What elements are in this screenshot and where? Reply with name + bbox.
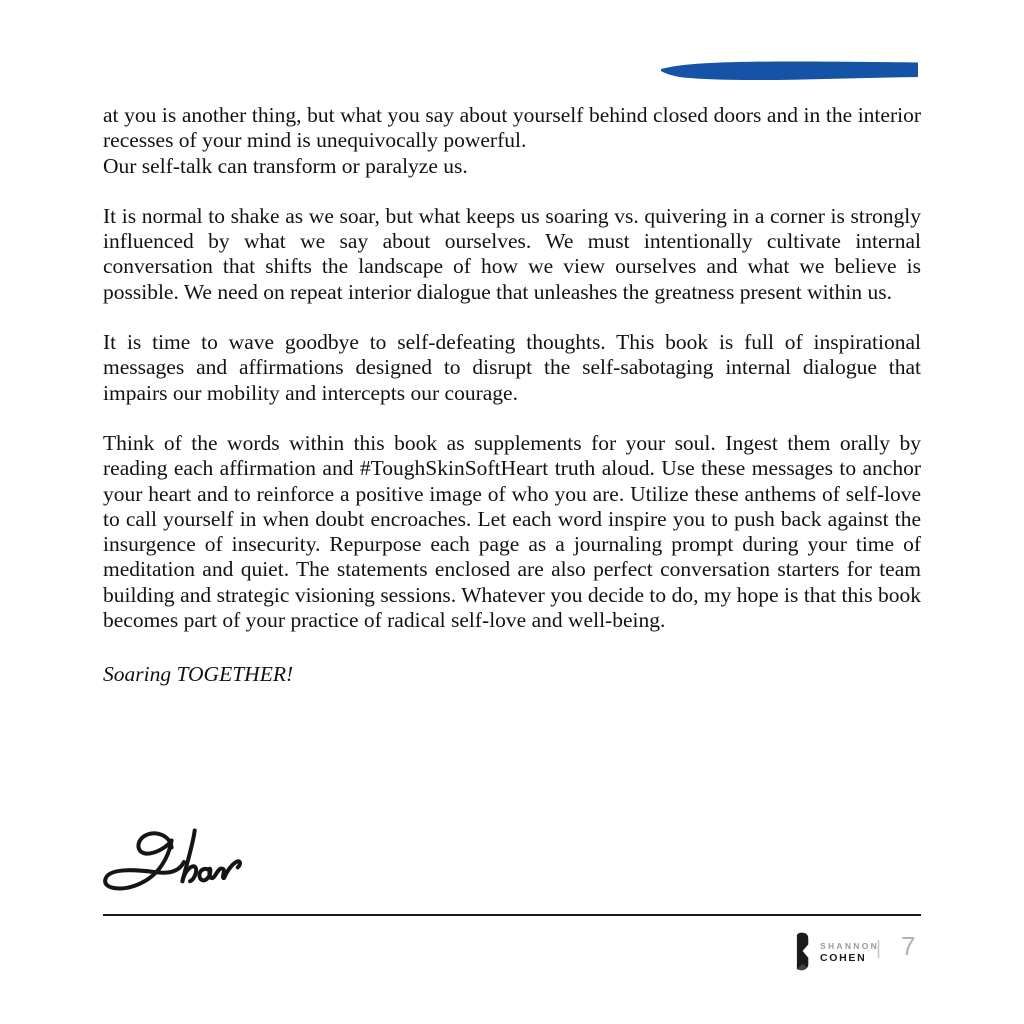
blue-brush-accent [661,59,919,82]
closing-line: Soaring TOGETHER! [103,662,294,687]
handwritten-signature [97,818,247,916]
body-text [103,103,921,688]
brand-first-name: SHANNON [820,940,880,951]
footer-divider: | [876,938,881,959]
paragraph: It is normal to shake as we soar, but what keeps us soaring vs. quivering in a corner is strongly influenced by what we say about ourselves. We must intentionally cultivate internal conversation that shifts the landscape of how we view ourselves and what we believe is possible. We need on repeat interior dialogue that unleashes the greatness present within us. [103,203,921,304]
brand-last-name: COHEN [820,951,867,964]
paragraph: It is time to wave goodbye to self-defeating thoughts. This book is full of inspirational messages and affirmations designed to disrupt the self-sabotaging internal dialogue that impairs our mobility and intercepts our courage. [103,330,921,405]
shannon-cohen-logo-icon [795,932,814,972]
brand-lockup [795,932,879,972]
brand-name [820,941,879,964]
paragraph: Our self-talk can transform or paralyze us. [103,153,468,178]
paragraph: at you is another thing, but what you say about yourself behind closed doors and in the interior recesses of your mind is unequivocally powerful. [103,103,921,153]
paragraph: Think of the words within this book as supplements for your soul. Ingest them orally by reading each affirmation and #ToughSkinSoftHeart truth aloud. Use these messages to anchor your heart and to reinforce a positive image of who you are. Utilize these anthems of self-love to call yourself in when doubt encroaches. Let each word inspire you to push back against the insurgence of insecurity. Repurpose each page as a journaling prompt during your time of meditation and quiet. The statements enclosed are also perfect conversation starters for team building and strategic visioning sessions. Whatever you decide to do, my hope is that this book becomes part of your practice of radical self-love and well-being. [103,430,921,633]
footer-rule [103,914,921,916]
page-number: 7 [901,931,916,961]
page-footer [0,926,1024,986]
